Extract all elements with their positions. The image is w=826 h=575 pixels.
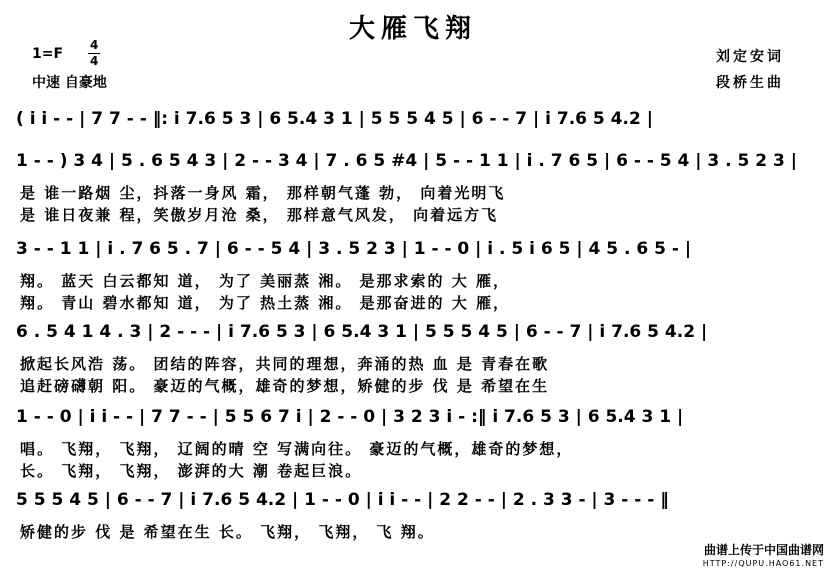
score-row-6: 5 5 5 4 5 | 6 - - 7 | i 7.6 5 4.2 | 1 - - 0 | i i - - | 2 2 - - | 2 . 3 3 - | 3 - - - ‖ [16, 490, 669, 510]
song-title: 大雁飞翔 [348, 14, 477, 44]
score-row-2: 1 - - ) 3 4 | 5 . 6 5 4 3 | 2 - - 3 4 | 7 . 6 5 #4 | 5 - - 1 1 | i . 7 6 5 | 6 - - 5 4 | 3 . 5 2 3 | [16, 151, 797, 171]
footer-url: HTTP://QUPU.HAO61.NET [702, 559, 824, 568]
score-row-5: 1 - - 0 | i i - - | 7 7 - - | 5 5 6 7 i | 2 - - 0 | 3 2 3 i - :‖ i 7.6 5 3 | 6 5.4 3 1 | [16, 407, 684, 427]
lyric-line-3-1: 翔。 蓝天 白云都知 道， 为了 美丽蒸 湘。 是那求索的 大 雁， [20, 272, 511, 290]
tempo-marking: 中速 自豪地 [32, 75, 107, 91]
score-row-4: 6 . 5 4 1 4 . 3 | 2 - - - | i 7.6 5 3 | 6 5.4 3 1 | 5 5 5 4 5 | 6 - - 7 | i 7.6 5 4.2 | [16, 322, 708, 342]
lyric-line-2-2: 是 谁日夜兼 程，笑傲岁月沧 桑， 那样意气风发， 向着远方飞 [20, 206, 499, 224]
score-row-1: ( i i - - | 7 7 - - ‖: i 7.6 5 3 | 6 5.4 3 1 | 5 5 5 4 5 | 6 - - 7 | i 7.6 5 4.2 | [16, 109, 653, 129]
composer-credit: 段桥生曲 [716, 75, 784, 91]
time-signature-denominator: 4 [90, 54, 99, 68]
lyric-line-6-1: 矫健的步 伐 是 希望在生 长。 飞翔， 飞翔， 飞 翔。 [20, 523, 435, 541]
lyric-line-5-2: 长。 飞翔， 飞翔， 澎湃的大 潮 卷起巨浪。 [20, 462, 363, 480]
key-signature: 1=F [32, 46, 64, 62]
lyric-line-4-2: 追赶磅礴朝 阳。 豪迈的气概，雄奇的梦想，矫健的步 伐 是 希望在生 [20, 377, 550, 395]
lyricist-credit: 刘定安词 [716, 49, 784, 65]
lyric-line-2-1: 是 谁一路烟 尘，抖落一身风 霜， 那样朝气蓬 勃， 向着光明飞 [20, 184, 506, 202]
lyric-line-3-2: 翔。 青山 碧水都知 道， 为了 热土蒸 湘。 是那奋进的 大 雁， [20, 294, 511, 312]
lyric-line-5-1: 唱。 飞翔， 飞翔， 辽阔的晴 空 写满向往。 豪迈的气概，雄奇的梦想， [20, 440, 574, 458]
footer-source-text: 曲谱上传于中国曲谱网 [703, 543, 824, 557]
lyric-line-4-1: 掀起长风浩 荡。 团结的阵容，共同的理想，奔涌的热 血 是 青春在歌 [20, 355, 550, 373]
time-signature-numerator: 4 [90, 38, 99, 52]
score-row-3: 3 - - 1 1 | i . 7 6 5 . 7 | 6 - - 5 4 | 3 . 5 2 3 | 1 - - 0 | i . 5 i 6 5 | 4 5 . 6 5 - | [16, 239, 692, 259]
